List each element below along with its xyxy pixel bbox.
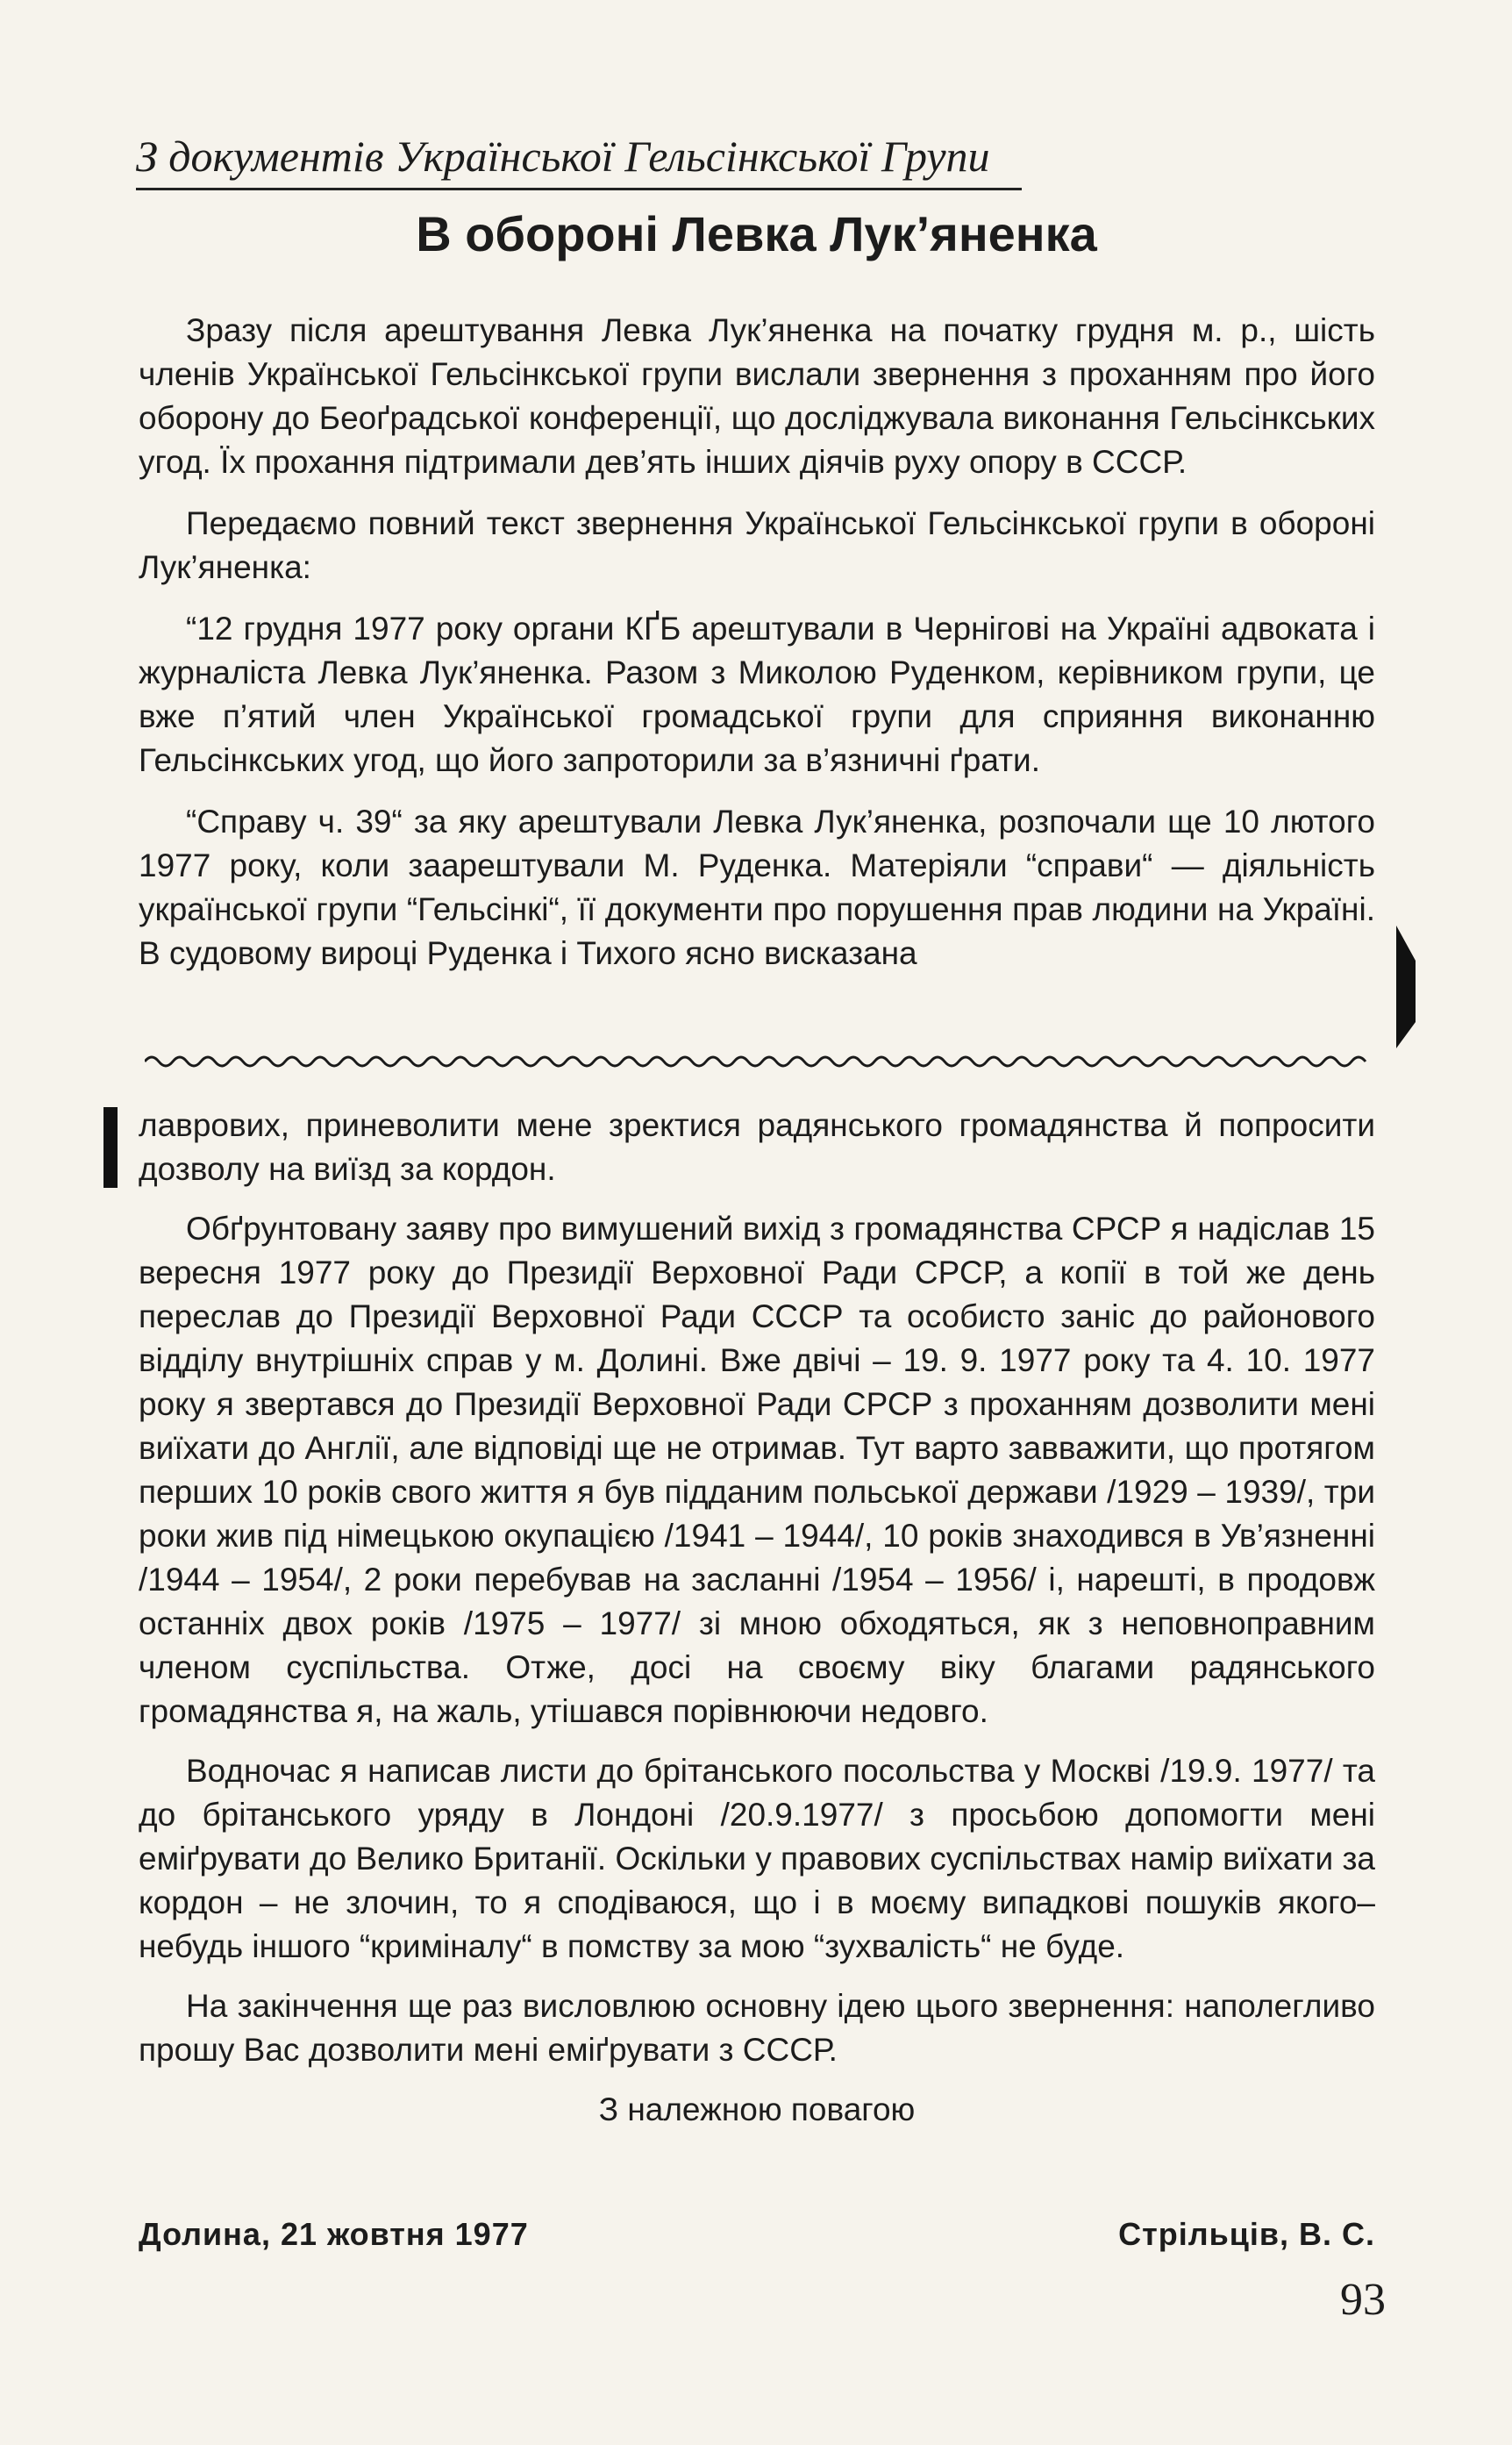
wavy-divider (145, 1051, 1373, 1072)
body-paragraph: На закінчення ще раз висловлюю основну ідею цього звернення: наполегливо прошу Вас дозволити мені еміґрувати з СССР. (139, 1988, 1375, 2068)
body-paragraph: Водночас я написав листи до брітанського посольства у Москві /19.9. 1977/ та до брітанського уряду в Лондоні /20.9.1977/ з просьбою допомогти мені еміґрувати до Велико Британії. Оскільки у правових суспільствах намір виїхати за кордон – не злочин, то я сподіваюся, що і в моєму випадкові пошуків якого–небудь іншого “криміналу“ в помству за мою “зухвалість“ не буде. (139, 1753, 1375, 1964)
page-number: 93 (1340, 2275, 1386, 2325)
continued-paragraph: лаврових, приневолити мене зректися радянського громадянства й попросити дозволу на виїзд за кордон. (139, 1107, 1375, 1187)
intro-paragraph: Зразу після арештування Левка Лук’яненка на початку грудня м. р., шість членів Української Гельсінкської групи вислали звернення з проханням про його оборону до Беоґрадської конференції, що досліджувала виконання Гельсінкських угод. Їх прохання підтримали дев’ять інших діячів руху опору в СССР. (139, 312, 1375, 480)
section-bracket-mark (103, 1107, 118, 1188)
article-section-one (139, 309, 1375, 993)
article-title: В обороні Левка Лук’яненка (416, 206, 1097, 261)
article-section-two (139, 1104, 1375, 2148)
page-edge-tab (1396, 926, 1416, 1048)
body-paragraph: Обґрунтовану заяву про вимушений вихід з громадянства СРСР я надіслав 15 вересня 1977 року до Президії Верховної Ради СРСР, а копії в той же день переслав до Президії Верховної Ради СССР та особисто заніс до районового відділу внутрішніх справ у м. Долині. Вже двічі – 19. 9. 1977 року та 4. 10. 1977 року я звертався до Президії Верховної Ради СРСР з проханням дозволити мені виїхати до Англії, але відповіді ще не отримав. Тут варто завважити, що протягом перших 10 років свого життя я був підданим польської держави /1929 – 1939/, три роки жив під німецькою окупацією /1941 – 1944/, 10 років знаходився в Ув’язненні /1944 – 1954/, 2 роки перебував на засланні /1954 – 1956/ і, нарешті, в продовж останніх двох років /1975 – 1977/ зі мною обходяться, як з неповноправним членом суспільства. Отже, досі на своєму віку благами радянського громадянства я, на жаль, утішався порівнюючи недовго. (139, 1211, 1375, 1729)
appeal-paragraph: “12 грудня 1977 року органи КҐБ арештували в Чернігові на Україні адвоката і журналіста Левка Лук’яненка. Разом з Миколою Руденком, керівником групи, це вже п’ятий член Української громадської групи для сприяння виконанню Гельсінкських угод, що його запроторили за в’язничні ґрати. (139, 611, 1375, 778)
signer-name: Стрільців, В. С. (1118, 2216, 1375, 2252)
place-and-date: Долина, 21 жовтня 1977 (139, 2216, 529, 2252)
series-header: З документів Української Гельсінкської Групи (136, 130, 1022, 190)
lead-in-paragraph: Передаємо повний текст звернення Української Гельсінкської групи в обороні Лук’яненка: (139, 505, 1375, 585)
appeal-paragraph: “Справу ч. 39“ за яку арештували Левка Лук’яненка, розпочали ще 10 лютого 1977 року, коли заарештували М. Руденка. Матеріяли “справи“ — діяльність української групи “Гельсінкі“, її документи про порушення прав людини на Україні. В судовому вироці Руденка і Тихого ясно висказана (139, 804, 1375, 971)
closing-line: З належною повагою (598, 2091, 916, 2127)
